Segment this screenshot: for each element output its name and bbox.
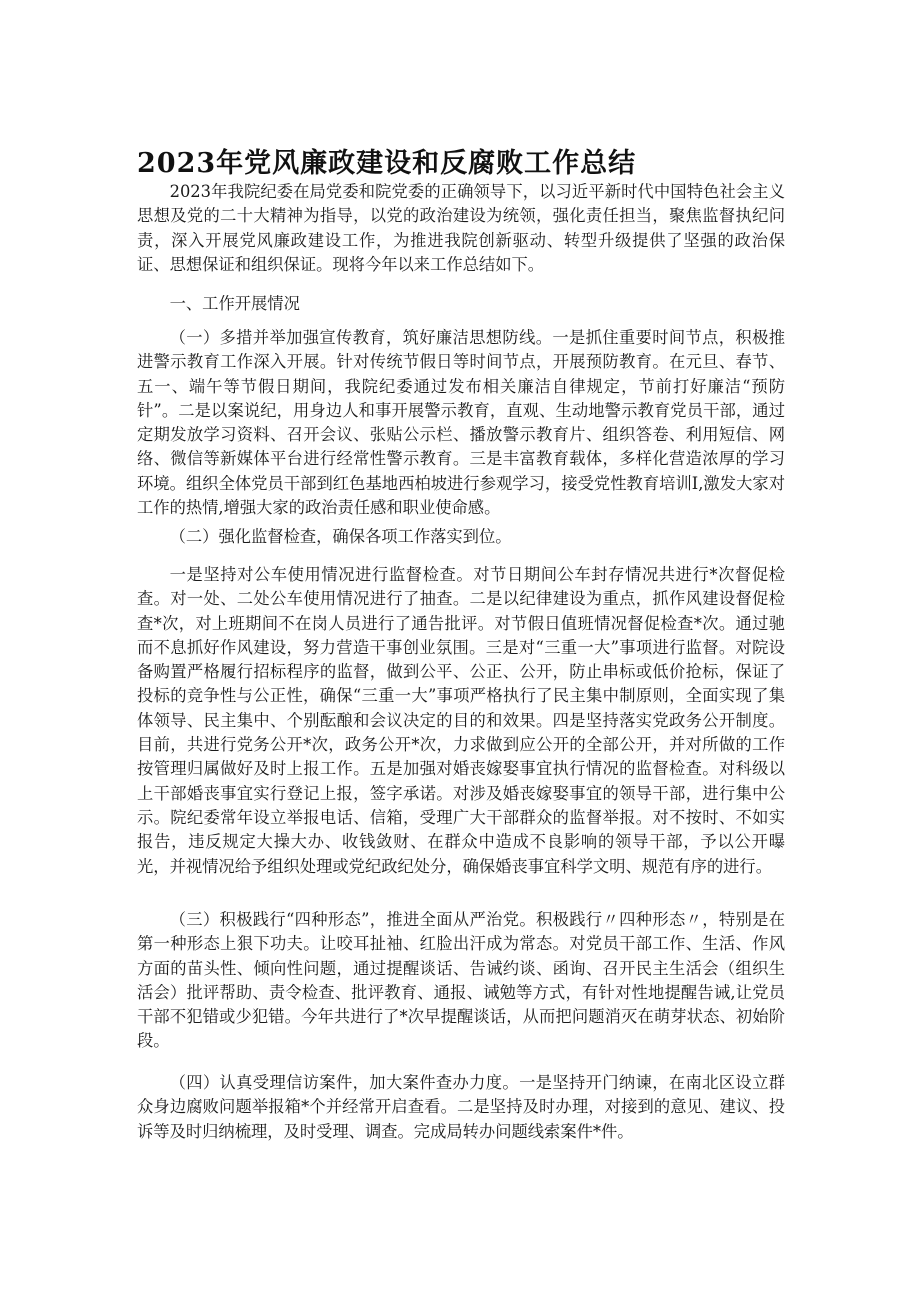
paragraph-supervision: 一是坚持对公车使用情况进行监督检查。对节日期间公车封存情况共进行*次督促检查。对一处、二处公车使用情况进行了抽查。二是以纪律建设为重点，抓作风建设督促检查*次，对上班期间不在岗人员进行了通告批评。对节假日值班情况督促检查*次。通过驰而不息抓好作风建设，努力营造干事创业氛围。三是对“三重一大”事项进行监督。对院设备购置严格履行招标程序的监督，做到公平、公正、公开，防止串标或低价抢标，保证了投标的竞争性与公正性，确保“三重一大”事项严格执行了民主集中制原则，全面实现了集体领导、民主集中、个别酝酿和会议决定的目的和效果。四是坚持落实党政务公开制度。目前，共进行党务公开*次，政务公开*次，力求做到应公开的全部公开，并对所做的工作按管理归属做好及时上报工作。五是加强对婚丧嫁娶事宜执行情况的监督检查。对科级以上干部婚丧事宜实行登记上报，签字承诺。对涉及婚丧嫁娶事宜的领导干部，进行集中公示。院纪委常年设立举报电话、信箱，受理广大干部群众的监督举报。对不按时、不如实报告，违反规定大操大办、收钱敛财、在群众中造成不良影响的领导干部，予以公开曝光，并视情况给予组织处理或党纪政纪处分，确保婚丧事宜科学文明、规范有序的进行。 (137, 565, 785, 876)
paragraph-four-forms: （三）积极践行“四种形态”，推进全面从严治党。积极践行〃四种形态〃，特别是在第一种形态上狠下功夫。让咬耳扯袖、红脸出汗成为常态。对党员干部工作、生活、作风方面的苗头性、倾向性问题，通过提醒谈话、告诫约谈、函询、召开民主生活会（组织生活会）批评帮助、责令检查、批评教育、通报、诫勉等方式，有针对性地提醒告诫,让党员干部不犯错或少犯错。今年共进行了*次早提醒谈话，从而把问题消灭在萌芽状态、初始阶段。 (137, 910, 785, 1051)
paragraph-publicity-education: （一）多措并举加强宣传教育，筑好廉洁思想防线。一是抓住重要时间节点，积极推进警示教育工作深入开展。针对传统节假日等时间节点，开展预防教育。在元旦、春节、五一、端午等节假日期间，我院纪委通过发布相关廉洁自律规定，节前打好廉洁“预防针”。二是以案说纪，用身边人和事开展警示教育，直观、生动地警示教育党员干部，通过定期发放学习资料、召开会议、张贴公示栏、播放警示教育片、组织答卷、利用短信、网络、微信等新媒体平台进行经常性警示教育。三是丰富教育载体，多样化营造浓厚的学习环境。组织全体党员干部到红色基地西柏坡进行参观学习，接受党性教育培训I,激发大家对工作的热情,增强大家的政治责任感和职业使命感。 (137, 328, 785, 518)
section-heading: 一、工作开展情况 (169, 294, 300, 313)
intro-paragraph: 2023年我院纪委在局党委和院党委的正确领导下，以习近平新时代中国特色社会主义思想及党的二十大精神为指导，以党的政治建设为统领，强化责任担当，聚焦监督执纪问责，深入开展党风廉政建设工作，为推进我院创新驱动、转型升级提供了坚强的政治保证、思想保证和组织保证。现将今年以来工作总结如下。 (137, 182, 785, 274)
subsection-heading-supervision: （二）强化监督检查，确保各项工作落实到位。 (169, 527, 512, 546)
page-title: 2023年党风廉政建设和反腐败工作总结 (137, 148, 637, 180)
paragraph-petition-cases: （四）认真受理信访案件，加大案件查办力度。一是坚持开门纳谏，在南北区设立群众身边腐败问题举报箱*个并经常开启查看。二是坚持及时办理，对接到的意见、建议、投诉等及时归纳梳理，及时受理、调查。完成局转办问题线索案件*件。 (137, 1073, 785, 1141)
